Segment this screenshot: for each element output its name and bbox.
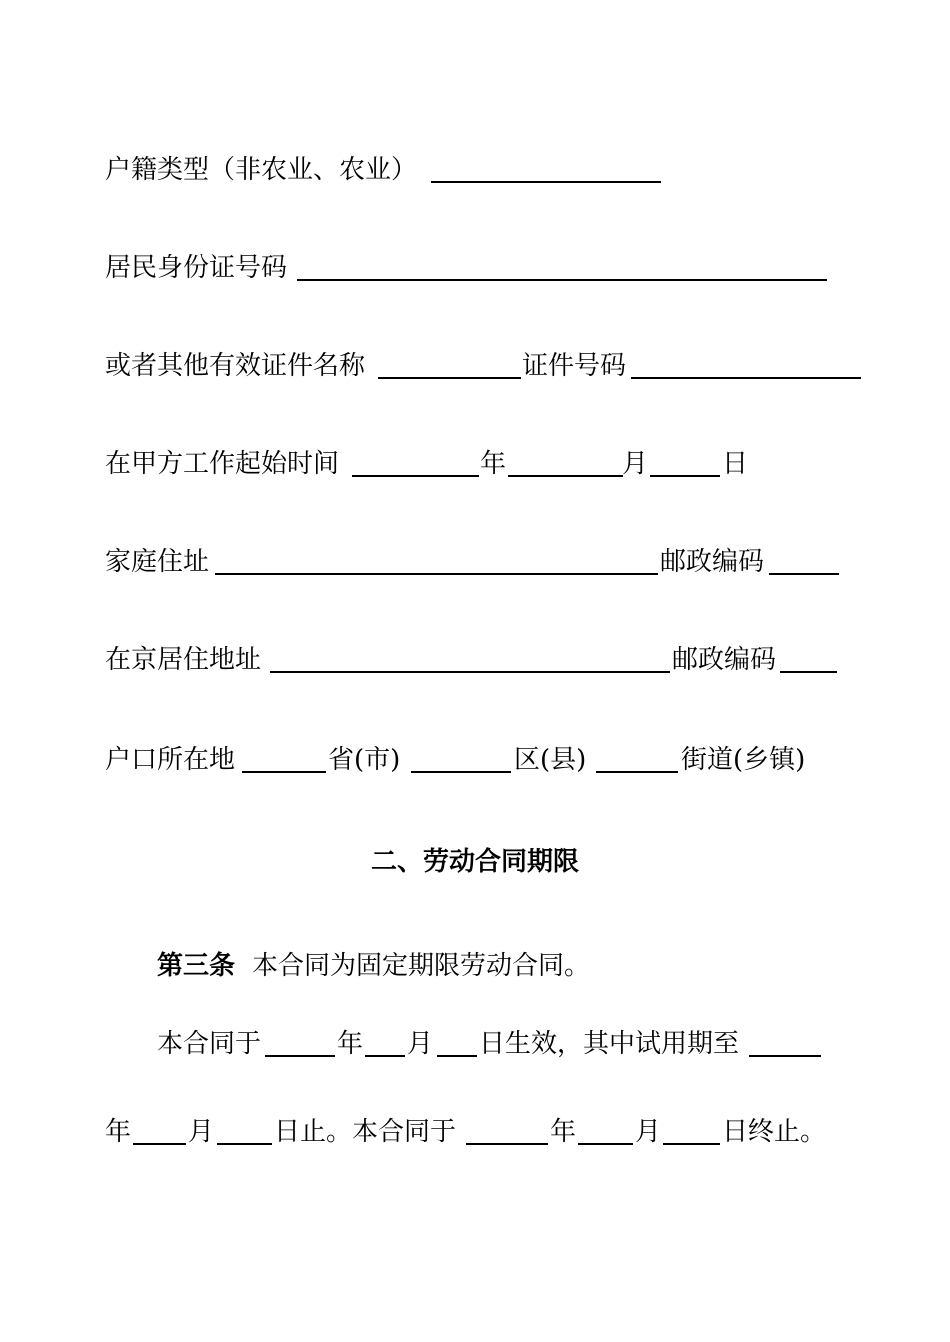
trial-end-month-label: 月 bbox=[188, 1117, 215, 1147]
article-three-text: 本合同为固定期限劳动合同。 bbox=[252, 951, 591, 981]
effective-prefix: 本合同于 bbox=[157, 1029, 262, 1059]
effective-year-blank[interactable] bbox=[265, 1024, 335, 1057]
district-blank[interactable] bbox=[411, 740, 511, 773]
termination-date-row bbox=[0, 1112, 950, 1152]
effective-month-label: 月 bbox=[407, 1029, 434, 1059]
hukou-type-label: 户籍类型（非农业、农业） bbox=[105, 155, 418, 185]
id-number-label: 居民身份证号码 bbox=[105, 253, 288, 283]
start-month-label: 月 bbox=[622, 449, 649, 479]
hukou-type-row bbox=[0, 150, 950, 190]
home-address-label: 家庭住址 bbox=[105, 547, 210, 577]
section-two-heading: 二、劳动合同期限 bbox=[370, 847, 579, 877]
article-three-label: 第三条 bbox=[157, 951, 236, 981]
home-address-blank[interactable] bbox=[215, 542, 658, 575]
hukou-type-blank[interactable] bbox=[431, 150, 661, 183]
effective-year-label: 年 bbox=[337, 1029, 364, 1059]
start-month-blank[interactable] bbox=[508, 444, 623, 477]
id-number-row bbox=[0, 248, 950, 288]
province-label: 省(市) bbox=[328, 745, 401, 775]
street-label: 街道(乡镇) bbox=[681, 745, 806, 775]
end-month-blank[interactable] bbox=[578, 1112, 633, 1145]
end-day-blank[interactable] bbox=[663, 1112, 720, 1145]
start-day-label: 日 bbox=[722, 449, 749, 479]
beijing-postal-code-label: 邮政编码 bbox=[672, 645, 777, 675]
end-year-label: 年 bbox=[550, 1117, 577, 1147]
start-year-blank[interactable] bbox=[352, 444, 479, 477]
trial-end-day-blank[interactable] bbox=[217, 1112, 272, 1145]
other-id-row bbox=[0, 346, 950, 386]
article-three-row bbox=[0, 946, 950, 986]
section-heading-row bbox=[0, 842, 950, 882]
home-postal-code-label: 邮政编码 bbox=[660, 547, 765, 577]
end-month-label: 月 bbox=[635, 1117, 662, 1147]
hukou-location-label: 户口所在地 bbox=[105, 745, 236, 775]
hukou-location-row bbox=[0, 740, 950, 780]
trial-end-year-blank[interactable] bbox=[749, 1024, 821, 1057]
effective-date-row bbox=[0, 1024, 950, 1064]
other-id-name-blank[interactable] bbox=[378, 346, 521, 379]
effective-month-blank[interactable] bbox=[365, 1024, 405, 1057]
other-id-name-label: 或者其他有效证件名称 bbox=[105, 351, 366, 381]
province-blank[interactable] bbox=[242, 740, 326, 773]
beijing-address-blank[interactable] bbox=[270, 640, 670, 673]
trial-end-month-blank[interactable] bbox=[133, 1112, 186, 1145]
beijing-postal-code-blank[interactable] bbox=[780, 640, 837, 673]
other-id-number-label: 证件号码 bbox=[522, 351, 627, 381]
other-id-number-blank[interactable] bbox=[631, 346, 861, 379]
start-time-row bbox=[0, 444, 950, 484]
end-year-blank[interactable] bbox=[466, 1112, 548, 1145]
beijing-address-label: 在京居住地址 bbox=[105, 645, 262, 675]
beijing-address-row bbox=[0, 640, 950, 680]
street-blank[interactable] bbox=[596, 740, 678, 773]
end-day-suffix: 日终止。 bbox=[722, 1117, 827, 1147]
effective-day-suffix: 日生效，其中试用期至 bbox=[479, 1029, 740, 1059]
start-year-label: 年 bbox=[480, 449, 507, 479]
start-day-blank[interactable] bbox=[650, 444, 720, 477]
home-postal-code-blank[interactable] bbox=[769, 542, 839, 575]
start-time-label: 在甲方工作起始时间 bbox=[105, 449, 340, 479]
effective-day-blank[interactable] bbox=[437, 1024, 477, 1057]
trial-end-day-suffix: 日止。本合同于 bbox=[274, 1117, 457, 1147]
trial-end-year-label: 年 bbox=[105, 1117, 132, 1147]
home-address-row bbox=[0, 542, 950, 582]
district-label: 区(县) bbox=[514, 745, 587, 775]
id-number-blank[interactable] bbox=[297, 248, 827, 281]
